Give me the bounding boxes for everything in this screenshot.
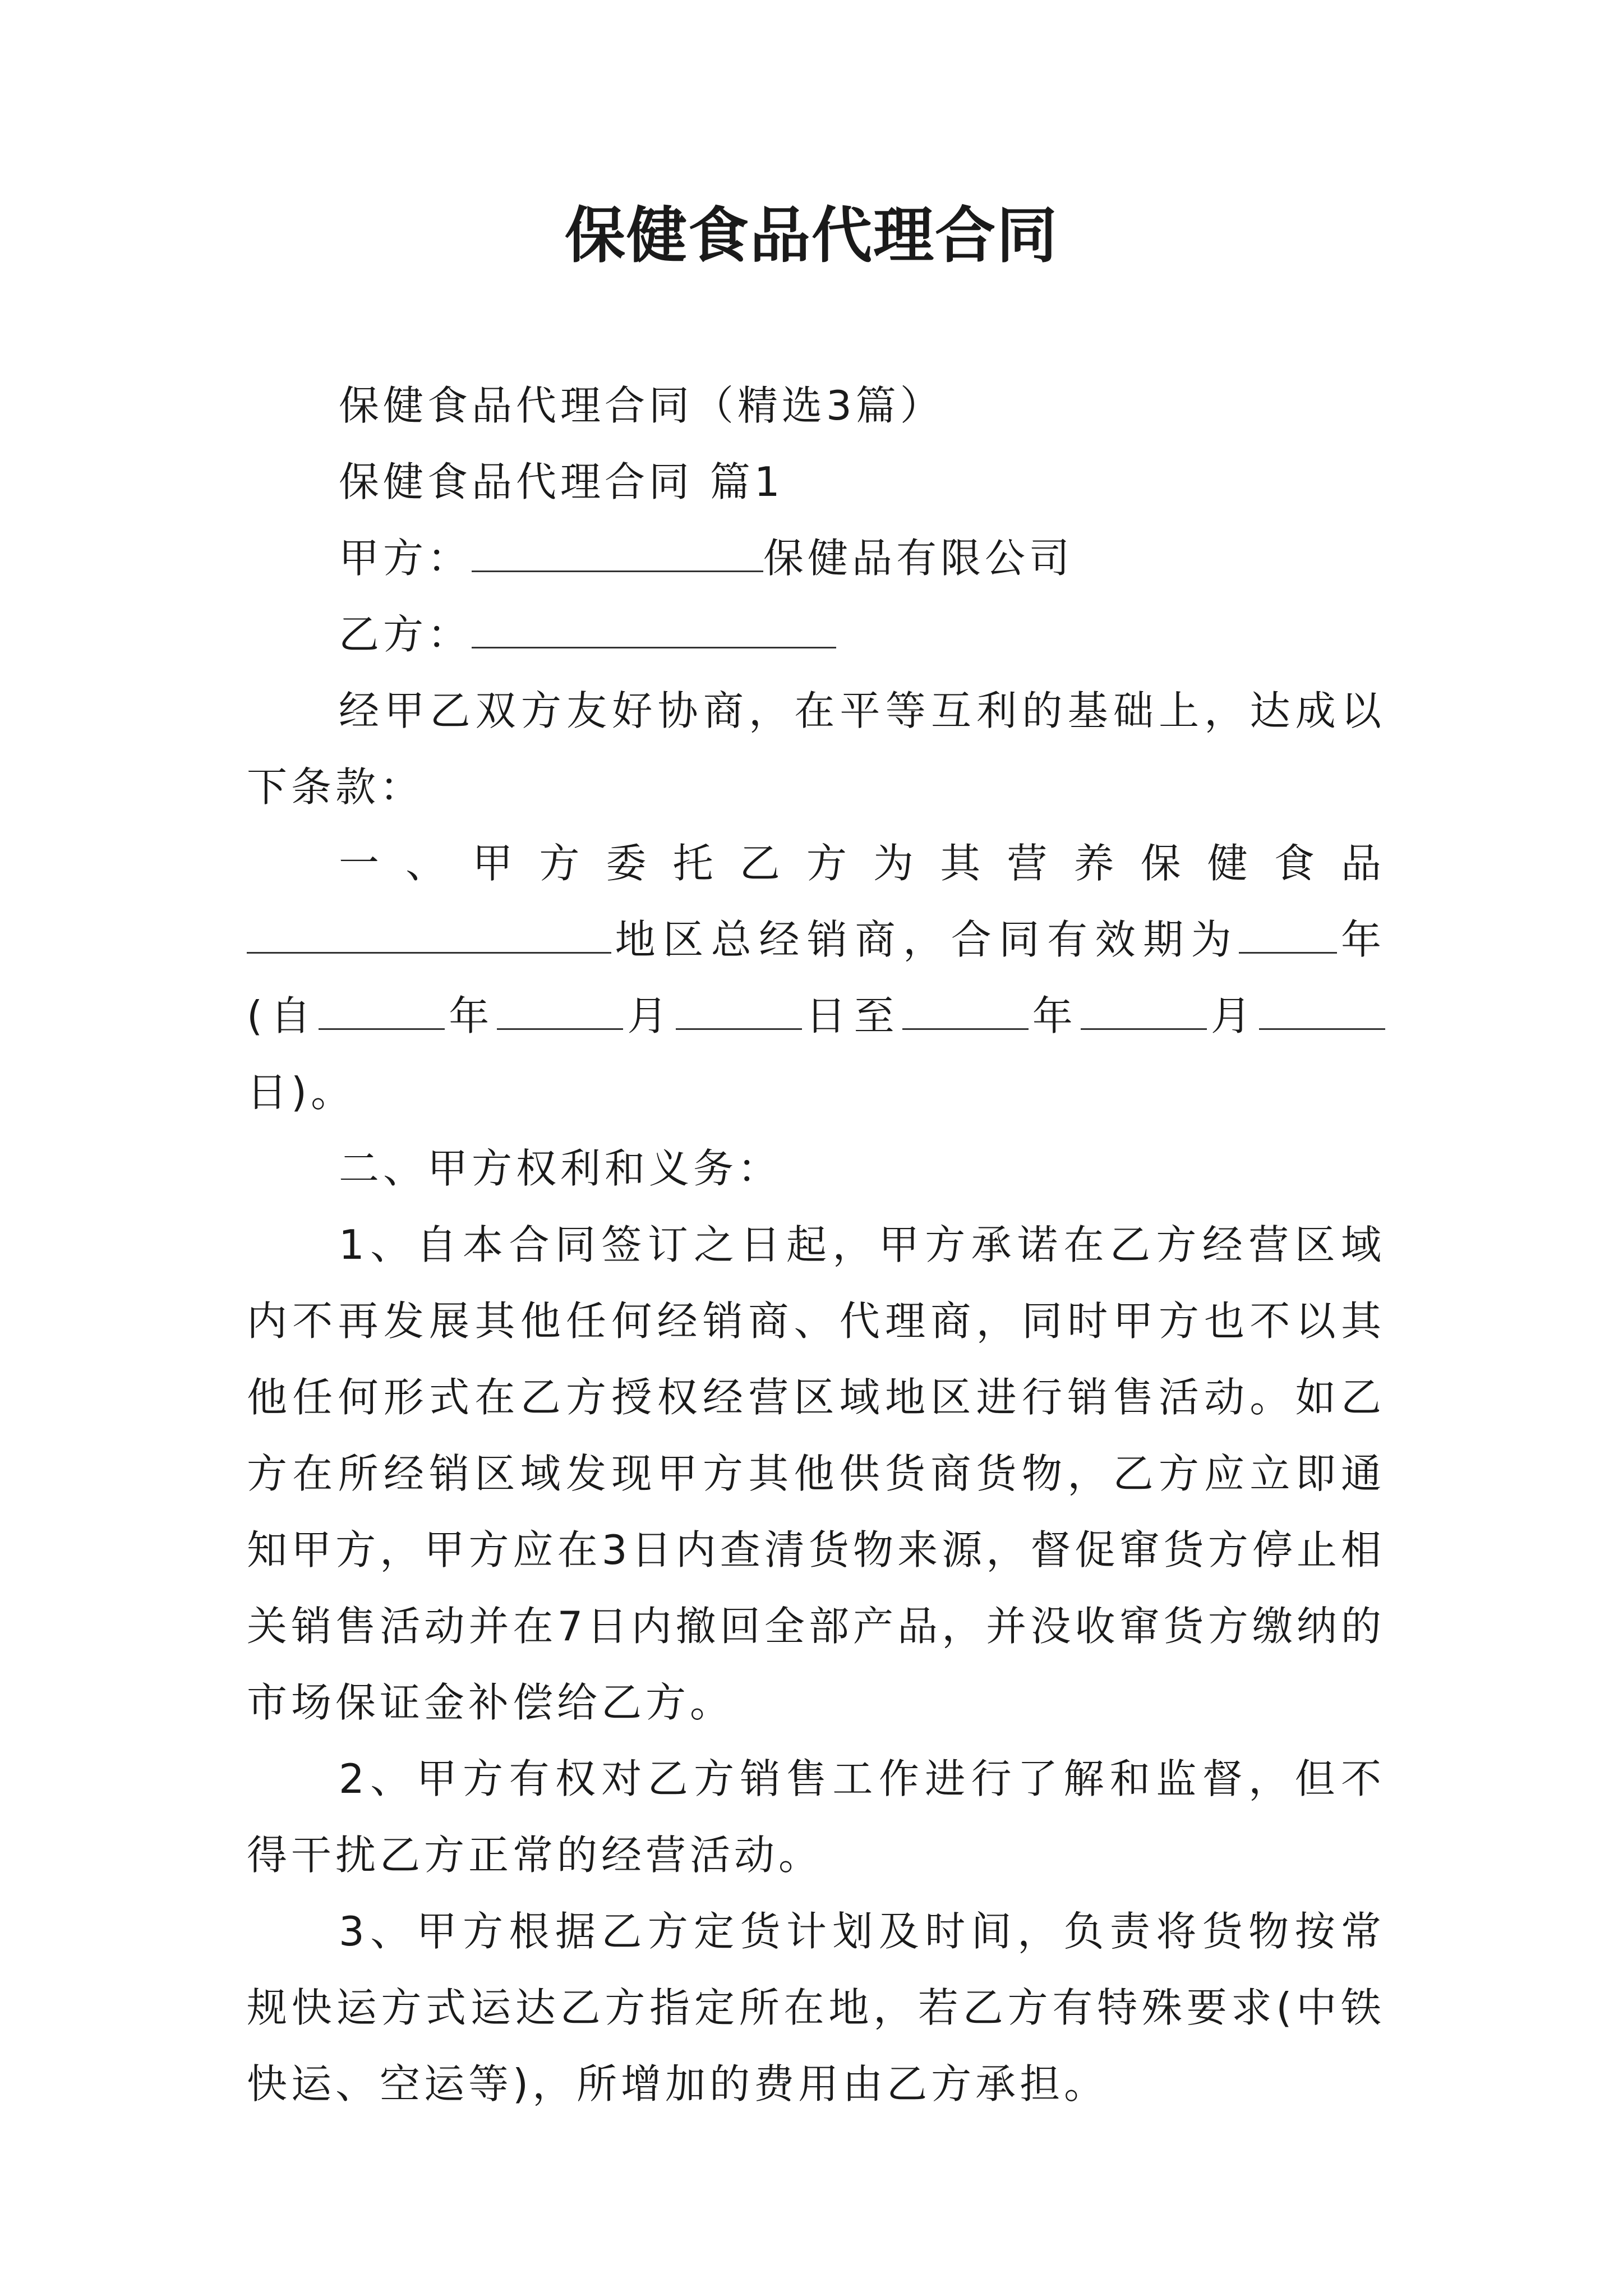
paragraph-text: 地区总经销商，合同有效期为 [611, 916, 1239, 963]
document-title: 保健食品代理合同 [564, 200, 1058, 271]
paragraph-p2 [247, 444, 1385, 520]
paragraph-text: 月 [623, 992, 676, 1039]
paragraph-p4 [247, 596, 1385, 673]
fill-in-blank [676, 988, 802, 1030]
paragraph-text: 年 [1028, 992, 1081, 1039]
paragraph-p6 [247, 825, 1385, 1130]
paragraph-p3 [247, 520, 1385, 596]
fill-in-blank [472, 606, 836, 648]
paragraph-text: 日)。 [247, 1069, 356, 1116]
paragraph-text: 一、甲方委托乙方为其营养保健食品 [339, 840, 1385, 887]
paragraph-text: 保健食品代理合同（精选3篇） [339, 382, 944, 429]
paragraph-p5 [247, 673, 1385, 825]
paragraph-text: 日至 [801, 992, 902, 1039]
fill-in-blank [1239, 912, 1337, 954]
paragraph-text: 年(自 [247, 916, 1385, 1039]
paragraph-p9 [247, 1741, 1385, 1893]
fill-in-blank [472, 530, 763, 572]
paragraph-text: 2、甲方有权对乙方销售工作进行了解和监督，但不得干扰乙方正常的经营活动。 [247, 1755, 1385, 1879]
paragraph-text: 乙方： [339, 611, 472, 658]
paragraph-p10 [247, 1893, 1385, 2122]
paragraph-text: 年 [445, 992, 497, 1039]
fill-in-blank [497, 988, 623, 1030]
paragraph-text: 二、甲方权利和义务： [339, 1145, 782, 1192]
paragraph-p1 [247, 367, 1385, 444]
paragraph-text: 甲方： [339, 535, 472, 582]
paragraph-text: 经甲乙双方友好协商，在平等互利的基础上，达成以下条款： [247, 687, 1385, 811]
fill-in-blank [1081, 988, 1207, 1030]
fill-in-blank [902, 988, 1029, 1030]
paragraph-text: 1、自本合同签订之日起，甲方承诺在乙方经营区域内不再发展其他任何经销商、代理商，同时甲方也不以其他任何形式在乙方授权经营区域地区进行销售活动。如乙方在所经销区域发现甲方其他供货商货物，乙方应立即通知甲方，甲方应在3日内查清货物来源，督促窜货方停止相关销售活动并在7日内撤回全部产品，并没收窜货方缴纳的市场保证金补偿给乙方。 [247, 1221, 1385, 1726]
paragraph-text: 月 [1206, 992, 1259, 1039]
paragraph-text: 3、甲方根据乙方定货计划及时间，负责将货物按常规快运方式运达乙方指定所在地，若乙方有特殊要求(中铁快运、空运等)，所增加的费用由乙方承担。 [247, 1908, 1385, 2108]
paragraph-text: 保健品有限公司 [763, 535, 1074, 582]
paragraph-p7 [247, 1130, 1385, 1207]
fill-in-blank [247, 912, 611, 954]
fill-in-blank [319, 988, 445, 1030]
paragraph-p8 [247, 1207, 1385, 1741]
fill-in-blank [1259, 988, 1385, 1030]
paragraph-text: 保健食品代理合同 篇1 [339, 458, 784, 505]
document-body [247, 367, 1385, 2122]
